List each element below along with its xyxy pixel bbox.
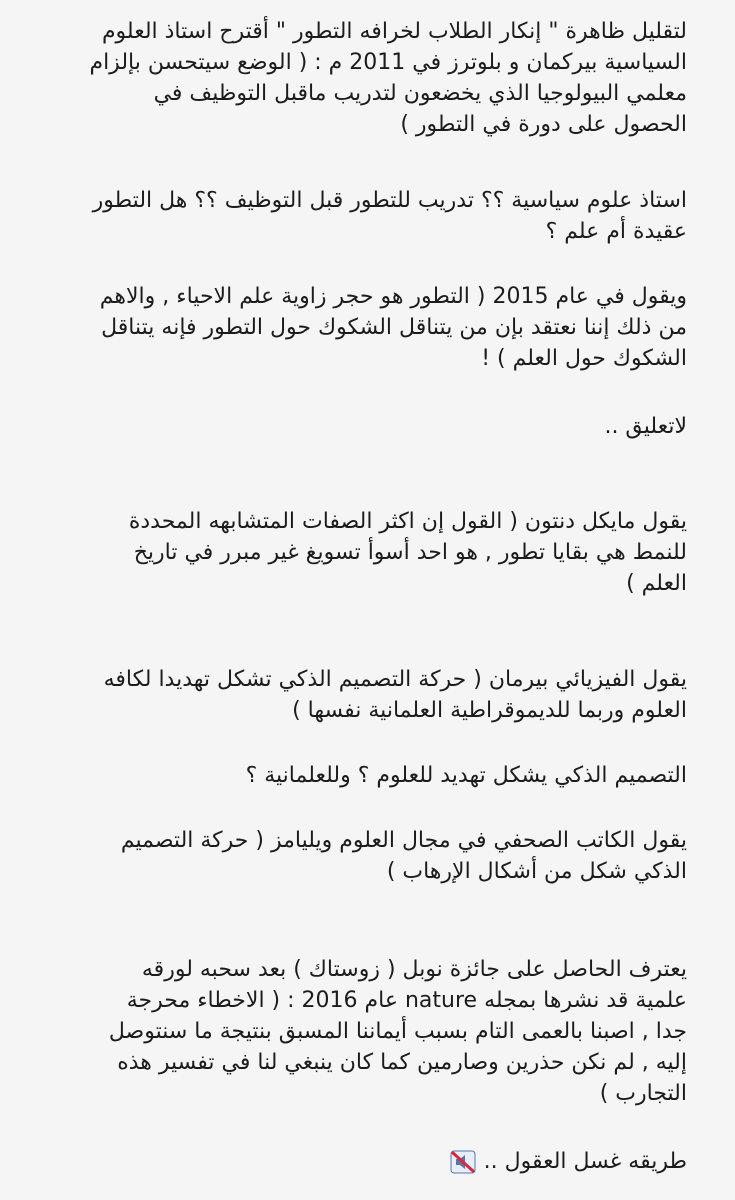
text-line: إليه , لم نكن حذرين وصارمين كما كان ينبغي لنا في تفسير هذه — [117, 1050, 687, 1075]
paragraph-closing — [40, 1146, 687, 1177]
text-line: يقول الكاتب الصحفي في مجال العلوم ويليامز ( حركة التصميم — [120, 828, 687, 853]
text-line: معلمي البيولوجيا الذي يخضعون لتدريب ماقبل التوظيف في — [153, 81, 687, 106]
text-line: ويقول في عام 2015 ( التطور هو حجر زاوية علم الاحياء , والاهم — [99, 284, 687, 309]
text-line: من ذلك إننا نعتقد بإن من يتناقل الشكوك حول التطور فإنه يتناقل — [101, 315, 687, 340]
text-line: الذكي شكل من أشكال الإرهاب ) — [386, 859, 687, 884]
text-line: السياسية بيركمان و بلوترز في 2011 م : ( الوضع سيتحسن بإلزام — [89, 50, 687, 75]
closing-line — [40, 1146, 687, 1177]
paragraph-political-science-question — [40, 185, 687, 247]
paragraph-denton-quote — [40, 506, 687, 599]
text-line: يعترف الحاصل على جائزة نوبل ( زوستاك ) بعد سحبه لورقه — [141, 957, 687, 982]
text-line: التصميم الذكي يشكل تهديد للعلوم ؟ وللعلمانية ؟ — [245, 763, 687, 788]
text-line: جدا , اصبنا بالعمى التام بسبب أيماننا المسبق بنتيجة ما سنتوصل — [108, 1019, 687, 1044]
text-line: يقول مايكل دنتون ( القول إن اكثر الصفات المتشابهه المحددة — [128, 509, 687, 534]
text-line: العلم ) — [626, 571, 687, 596]
muted-speaker-icon — [450, 1150, 476, 1174]
text-line: يقول الفيزيائي بيرمان ( حركة التصميم الذكي تشكل تهديدا لكافه — [103, 667, 687, 692]
text-line: لتقليل ظاهرة " إنكار الطلاب لخرافه التطور " أقترح استاذ العلوم — [101, 19, 687, 44]
text-line: لاتعليق .. — [604, 414, 687, 439]
text-line: استاذ علوم سياسية ؟؟ تدريب للتطور قبل التوظيف ؟؟ هل التطور — [92, 188, 687, 213]
text-line: العلوم وربما للديموقراطية العلمانية نفسها ) — [292, 698, 687, 723]
text-line: علمية قد نشرها بمجله nature عام 2016 : ( الاخطاء محرجة — [126, 988, 687, 1013]
text-line: للنمط هي بقايا تطور , هو احد أسوأ تسويغ غير مبرر في تاريخ — [133, 540, 687, 565]
paragraph-szostak-admission — [40, 954, 687, 1109]
text-line: الشكوك حول العلم ) ! — [481, 346, 687, 371]
paragraph-no-comment — [40, 411, 687, 442]
closing-text: طريقه غسل العقول .. — [483, 1149, 687, 1174]
paragraph-2015-quote — [40, 281, 687, 374]
paragraph-intelligent-design-question — [40, 760, 687, 791]
paragraph-berman-quote — [40, 664, 687, 726]
text-line: الحصول على دورة في التطور ) — [400, 112, 687, 137]
paragraph-williams-quote — [40, 825, 687, 887]
text-line: التجارب ) — [599, 1081, 687, 1106]
paragraph-evolution-training-proposal — [40, 16, 687, 140]
text-line: عقيدة أم علم ؟ — [545, 219, 687, 244]
